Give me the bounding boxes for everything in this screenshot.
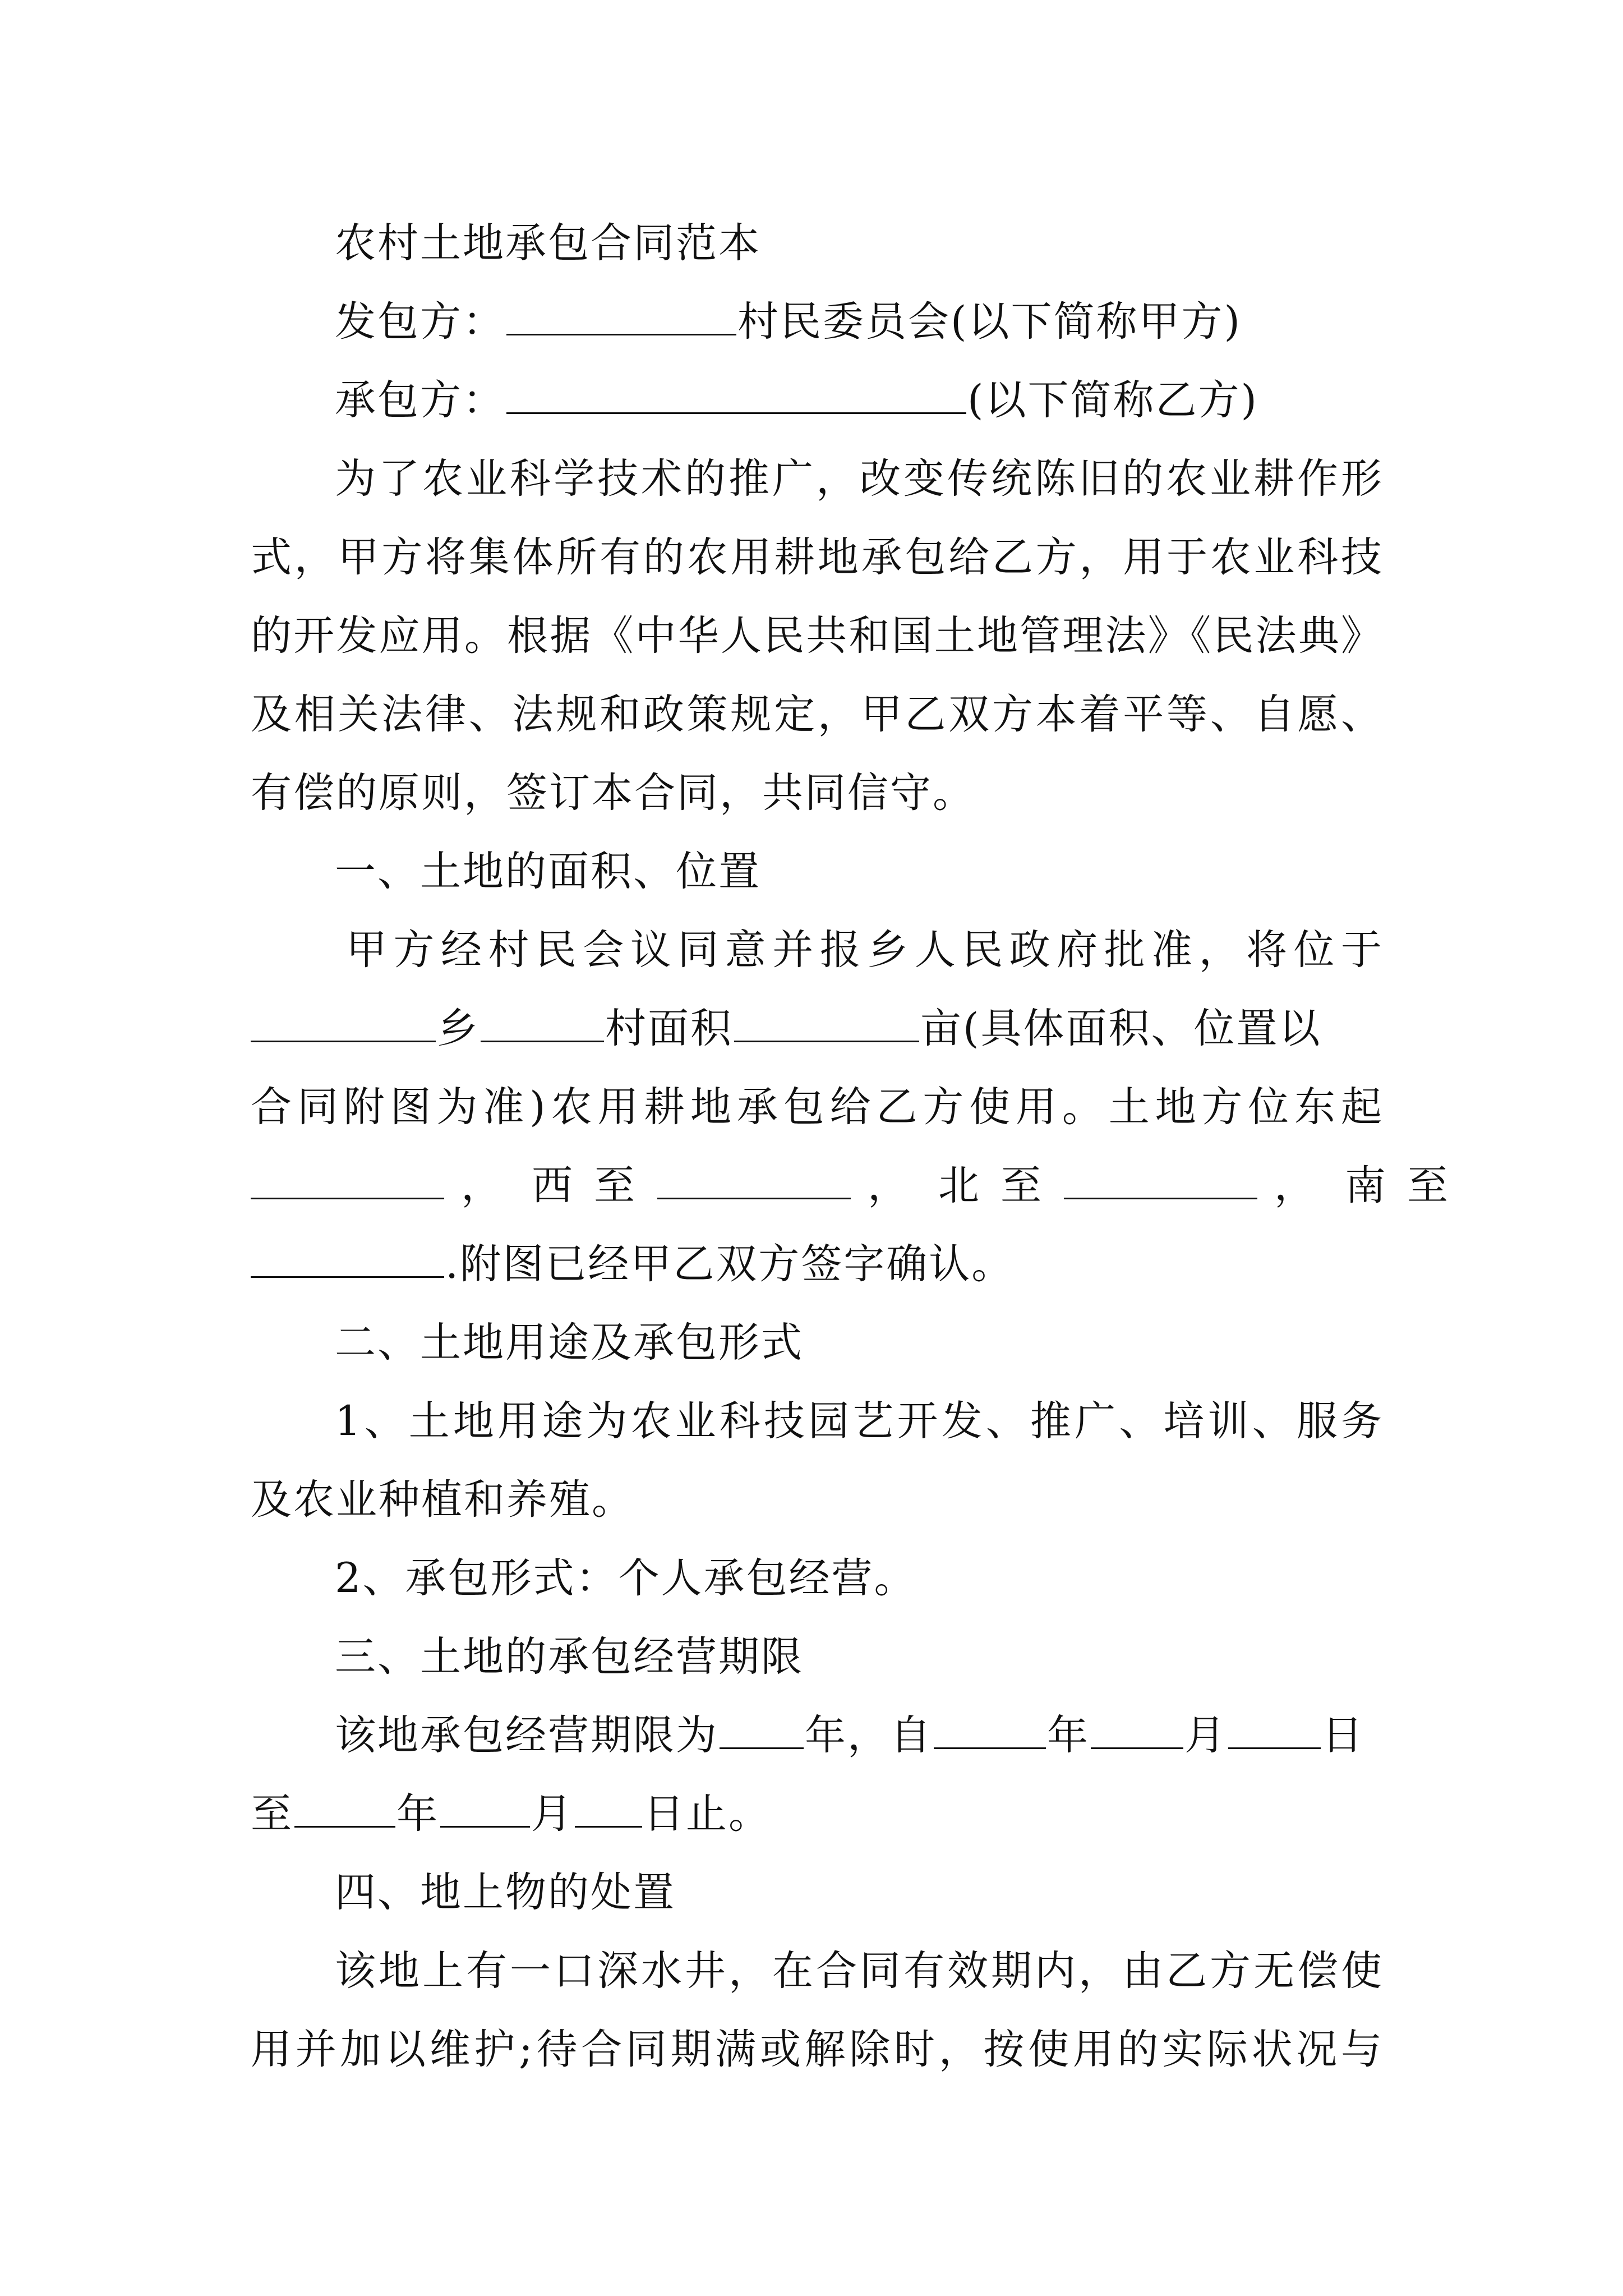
township-label: 乡 — [437, 1005, 479, 1052]
term-years-blank — [720, 1704, 804, 1749]
until-label: 至 — [251, 1790, 293, 1838]
party-b-label: 承包方： — [335, 376, 505, 424]
party-a-label: 发包方： — [335, 298, 505, 346]
party-a-line — [335, 283, 1384, 361]
south-blank — [251, 1232, 444, 1278]
end-year-blank — [294, 1782, 395, 1828]
end-day-blank — [575, 1782, 642, 1828]
west-label: 西至 — [532, 1162, 656, 1209]
section-2-item-1-line-1: 1、土地用途为农业科技园艺开发、推广、培训、服务 — [335, 1397, 1384, 1445]
preamble-line-3: 的开发应用。根据《中华人民共和国土地管理法》《民法典》 — [251, 612, 1384, 660]
preamble-line-5: 有偿的原则，签订本合同，共同信守。 — [251, 769, 975, 817]
area-label: 村面积 — [605, 1005, 733, 1052]
party-b-suffix: (以下简称乙方) — [967, 376, 1258, 424]
north-blank — [1064, 1154, 1257, 1199]
document-title: 农村土地承包合同范本 — [335, 219, 761, 267]
map-confirm-text: .附图已经甲乙双方签字确认。 — [445, 1240, 1015, 1288]
section-2-heading: 二、土地用途及承包形式 — [335, 1319, 804, 1366]
preamble-line-2: 式，甲方将集体所有的农用耕地承包给乙方，用于农业科技 — [251, 533, 1384, 581]
preamble-line-4: 及相关法律、法规和政策规定，甲乙双方本着平等、自愿、 — [251, 691, 1384, 738]
township-blank — [251, 997, 436, 1042]
section-1-heading: 一、土地的面积、位置 — [335, 848, 761, 895]
start-year-blank — [934, 1704, 1046, 1749]
start-month-blank — [1091, 1704, 1183, 1749]
section-4-line-1: 该地上有一口深水井，在合同有效期内，由乙方无偿使 — [335, 1947, 1384, 1995]
party-b-line — [335, 361, 1384, 440]
section-1-line-5 — [251, 1225, 1384, 1304]
village-blank — [481, 997, 604, 1042]
section-2-item-1-line-2: 及农业种植和养殖。 — [251, 1476, 634, 1524]
preamble-line-1: 为了农业科学技术的推广，改变传统陈旧的农业耕作形 — [335, 455, 1384, 503]
section-4-heading: 四、地上物的处置 — [335, 1869, 676, 1916]
end-day-label: 日止。 — [643, 1790, 771, 1838]
party-b-blank — [506, 369, 966, 414]
party-a-suffix: 村民委员会(以下简称甲方) — [737, 298, 1242, 346]
area-unit-text: 亩(具体面积、位置以 — [920, 1005, 1322, 1052]
section-1-line-4 — [251, 1147, 1469, 1225]
end-year-label: 年 — [396, 1790, 439, 1838]
section-1-line-1: 甲方经村民会议同意并报乡人民政府批准，将位于 — [346, 926, 1384, 974]
section-3-heading: 三、土地的承包经营期限 — [335, 1633, 804, 1681]
start-year-label: 年 — [1047, 1711, 1090, 1759]
comma-2: ， — [868, 1162, 910, 1209]
term-label: 该地承包经营期限为 — [335, 1711, 718, 1759]
section-3-line-1 — [335, 1696, 1384, 1775]
end-month-label: 月 — [531, 1790, 574, 1838]
end-month-blank — [440, 1782, 530, 1828]
section-1-line-3: 合同附图为准)农用耕地承包给乙方使用。土地方位东起 — [251, 1083, 1384, 1131]
start-day-label: 日 — [1322, 1711, 1364, 1759]
from-label: 年，自 — [805, 1711, 933, 1759]
start-month-label: 月 — [1184, 1711, 1227, 1759]
north-label: 北至 — [938, 1162, 1063, 1209]
comma-3: ， — [1274, 1162, 1317, 1209]
east-blank — [251, 1154, 444, 1199]
south-label: 南至 — [1345, 1162, 1469, 1209]
section-3-line-2 — [251, 1775, 1384, 1853]
west-blank — [657, 1154, 851, 1199]
area-blank — [734, 997, 919, 1042]
section-1-line-2 — [251, 990, 1384, 1068]
section-2-item-2: 2、承包形式：个人承包经营。 — [335, 1554, 917, 1602]
party-a-blank — [506, 290, 736, 335]
section-4-line-2: 用并加以维护;待合同期满或解除时，按使用的实际状况与 — [251, 2026, 1384, 2073]
start-day-blank — [1228, 1704, 1321, 1749]
comma-1: ， — [461, 1162, 504, 1209]
